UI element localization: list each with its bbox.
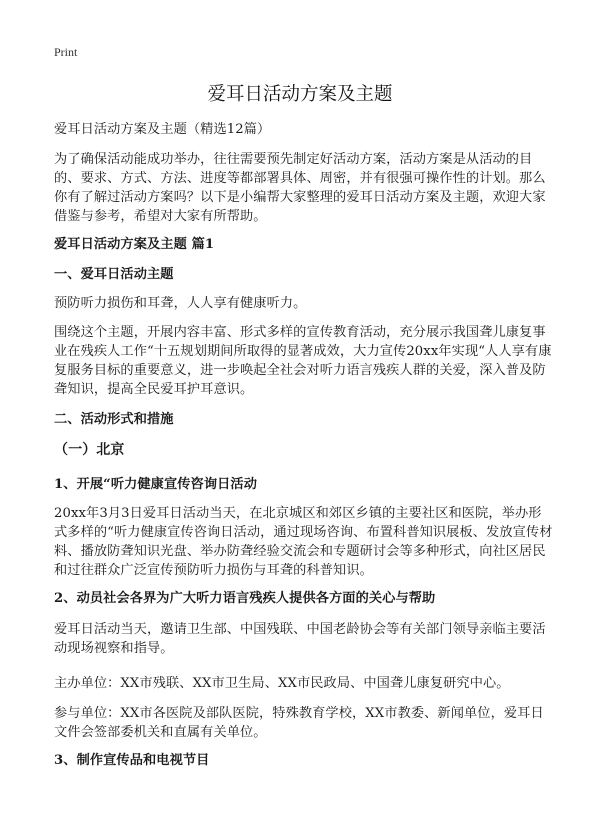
section-heading-measures: 二、活动形式和措施 bbox=[54, 412, 174, 427]
social-help-paragraph: 爱耳日活动当天，邀请卫生部、中国残联、中国老龄协会等有关部门领导亲临主要活动现场视察和指导。 bbox=[54, 622, 546, 656]
subsection-heading-beijing: （一）北京 bbox=[54, 442, 125, 458]
host-units-paragraph: 主办单位：XX市残联、XX市卫生局、XX市民政局、中国聋儿康复研究中心。 bbox=[54, 676, 510, 691]
document-subtitle: 爱耳日活动方案及主题（精选12篇） bbox=[54, 122, 271, 137]
theme-paragraph: 预防听力损伤和耳聋，人人享有健康听力。 bbox=[54, 296, 307, 311]
item-heading-social-help: 2、动员社会各界为广大听力语言残疾人提供各方面的关心与帮助 bbox=[54, 591, 436, 606]
section-heading-pian1: 爱耳日活动方案及主题 篇1 bbox=[54, 237, 215, 252]
item-heading-publicity: 3、制作宣传品和电视节目 bbox=[54, 753, 210, 768]
participant-units-paragraph: 参与单位：XX市各医院及部队医院，特殊教育学校，XX市教委、新闻单位，爱耳日文件会签部委机关和直属有关单位。 bbox=[54, 706, 544, 740]
print-label: Print bbox=[54, 45, 78, 59]
page-title: 爱耳日活动方案及主题 bbox=[207, 84, 393, 105]
section-heading-theme: 一、爱耳日活动主题 bbox=[54, 267, 174, 282]
consult-day-paragraph: 20xx年3月3日爱耳日活动当天，在北京城区和郊区乡镇的主要社区和医院，举办形式多样的“听力健康宣传咨询日活动，通过现场咨询、布置科普知识展板、发放宣传材料、播放防聋知识光盘、举办防聋经验交流会和专题研讨会等多种形式，向社区居民和过往群众广泛宣传预防听力损伤与耳聋的科普知识。 bbox=[54, 506, 553, 578]
intro-paragraph: 为了确保活动能成功举办，往往需要预先制定好活动方案，活动方案是从活动的目的、要求、方式、方法、进度等都部署具体、周密，并有很强可操作性的计划。那么你有了解过活动方案吗？以下是小编帮大家整理的爱耳日活动方案及主题，欢迎大家借鉴与参考，希望对大家有所帮助。 bbox=[54, 152, 546, 224]
item-heading-consult-day: 1、开展“听力健康宣传咨询日活动 bbox=[54, 477, 257, 492]
theme-description-paragraph: 围绕这个主题，开展内容丰富、形式多样的宣传教育活动，充分展示我国聋儿康复事业在残疾人工作“十五规划期间所取得的显著成效，大力宣传20xx年实现“人人享有康复服务目标的重要意义，进一步唤起全社会对听力语言残疾人群的关爱，深入普及防聋知识，提高全民爱耳护耳意识。 bbox=[54, 325, 552, 397]
